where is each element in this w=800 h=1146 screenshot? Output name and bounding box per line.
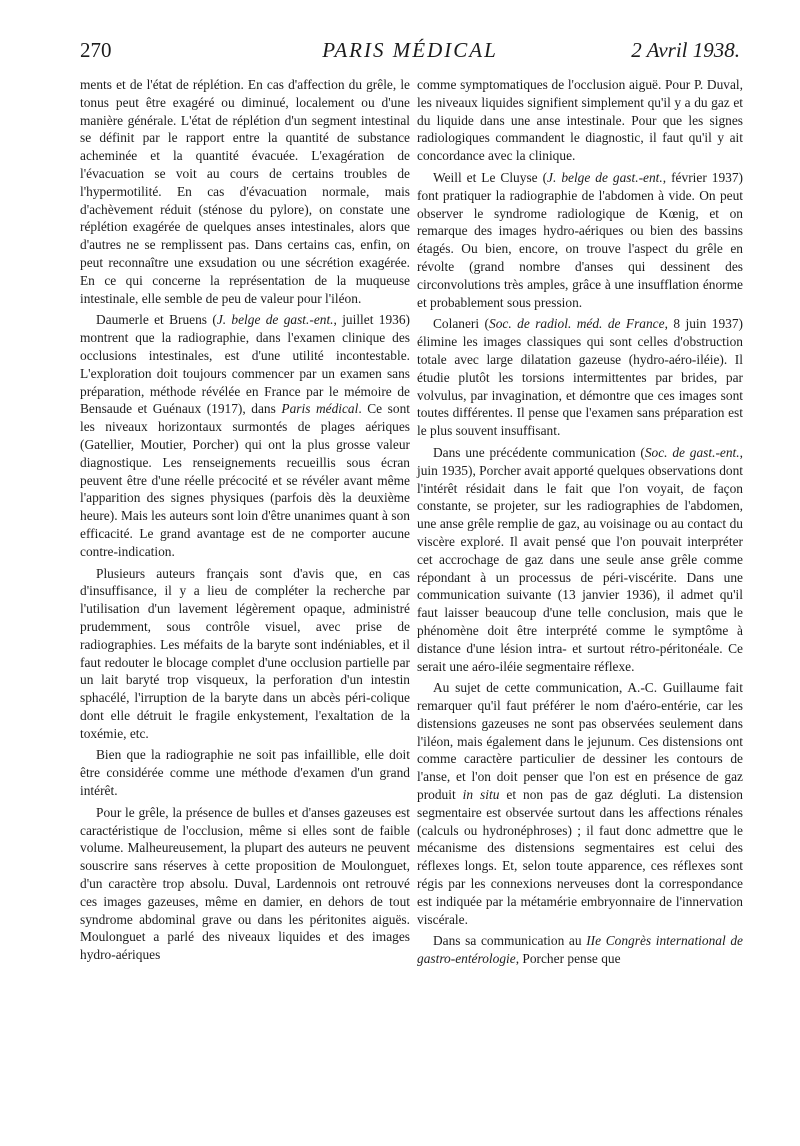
text-run: , juillet 1936) montrent que la radiographie, dans l'examen clinique des occlusions intestinales, est d'une utilité incontestable. L'exploration doit toujours commencer par un examen sans préparation, méthode révélée en France par le mémoire de Bensaude et Guénaux (1917), dans <box>80 312 410 417</box>
text-run: Dans une précédente communication ( <box>433 444 645 460</box>
paragraph <box>417 315 743 440</box>
citation: Paris médical <box>281 401 359 417</box>
text-run: , juin 1935), Porcher avait apporté quelques observations dont l'intérêt résidait dans le fait que l'on voyait, de façon constante, se projeter, sur les radiographies de l'abdomen, une anse grêle remplie de gaz, au voisinage ou au contact du viscère exploré. Il avait pensé que l'on pouvait interpréter cet accrochage de gaz dans une seule anse grêle comme répondant à un processus de péri-viscérite. Dans une communication suivante (13 janvier 1936), il admet qu'il faut laisser beaucoup d'une telle conclusion, mais que le phénomène doit être interprété comme le symptôme à distance d'une lésion intra- et surtout rétro-péritonéale. Ce serait une aéro-iléie segmentaire réflexe. <box>417 444 743 674</box>
emphasis: in situ <box>462 787 500 803</box>
citation: Soc. de radiol. méd. de France <box>489 316 665 332</box>
page-number: 270 <box>80 38 112 62</box>
text-run: . Ce sont les niveaux horizontaux surmontés de plages aériques (Gatellier, Moutier, Porcher) qui ont la plus grosse valeur diagnostique. Les renseignements recueillis sous écran peuvent être d'une réelle précocité et se révéler avant même l'apparition des signes physiques (parfois dès la deuxième heure). Mais les auteurs sont loin d'être unanimes quant à son efficacité. Le grand avantage est de ne comporter aucune contre-indication. <box>80 401 410 559</box>
paragraph: Plusieurs auteurs français sont d'avis que, en cas d'insuffisance, il y a lieu de compléter la recherche par l'utilisation d'un lavement légèrement opaque, administré prudemment, sous contrôle visuel, avec prise de radiographies. Les méfaits de la baryte sont indéniables, et il faut redouter le blocage complet d'une occlusion partielle par un lait baryté trop visqueux, la perforation d'un intestin sphacélé, l'irruption de la baryte dans un abcès péri-colique dont elle détruit le fragile enkystement, l'exaltation de la toxémie, etc. <box>80 565 410 741</box>
text-run: Colaneri ( <box>433 316 490 332</box>
text-run: Weill et Le Cluyse ( <box>433 169 548 185</box>
text-run: Au sujet de cette communication, A.-C. Guillaume fait remarquer qu'il faut préférer le nom d'aéro-entérie, car les distensions gazeuses ne sont pas observées seulement dans l'iléon, mais également dans le jejunum. Ces distensions ont comme caractère particulier de dessiner les contours de l'anse, et l'on doit penser que l'on est en présence de gaz produit <box>417 680 743 803</box>
issue-date: 2 Avril 1938. <box>631 38 740 62</box>
paragraph: Pour le grêle, la présence de bulles et d'anses gazeuses est caractéristique de l'occlusion, même si elles sont de faible volume. Malheureusement, la plupart des auteurs ne peuvent souscrire sans réserves à cette proposition de Moulonguet, d'un caractère trop absolu. Duval, Lardennois ont retrouvé ces images gazeuses, même en damier, en dehors de tout syndrome abdominal grave ou dans les péritonites aiguës. Moulonguet a parlé des niveaux liquides et des images hydro-aériques <box>80 804 410 963</box>
journal-title: PARIS MÉDICAL <box>322 38 498 62</box>
text-run: et non pas de gaz dégluti. La distension segmentaire est observée surtout dans les affections rénales (calculs ou hydronéphroses) ; il faut donc admettre que le mécanisme des distensions segmentaires est celui des réflexes longs. Et, selon toute apparence, ces réflexes sont régis par les connexions nerveuses dont la correspondance est indiquée par la métamérie embryonnaire de l'innervation viscérale. <box>417 787 743 927</box>
citation: IIe Congrès international de gastro-entérologie <box>417 933 743 967</box>
citation: J. belge de gast.-ent. <box>547 169 663 185</box>
running-head <box>80 38 740 68</box>
paragraph <box>80 311 410 560</box>
left-column <box>80 76 410 968</box>
paragraph <box>417 932 743 968</box>
paragraph <box>417 679 743 928</box>
paragraph: comme symptomatiques de l'occlusion aiguë. Pour P. Duval, les niveaux liquides signifient simplement qu'il y a du gaz et du liquide dans une anse intestinale. Pour que les signes radiologiques commandent le diagnostic, il faut qu'il y ait concordance avec la clinique. <box>417 77 743 164</box>
text-run: , 8 juin 1937) élimine les images classiques qui sont celles d'obstruction totale avec large dilatation gazeuse (hydro-aéro-iléie). Il étudie plutôt les torsions intermittentes par brides, par volvulus, par invagination, et démontre que ces images sont toutes différentes. Il pense que l'examen sans préparation est le plus souvent insuffisant. <box>417 316 744 439</box>
paragraph: Bien que la radiographie ne soit pas infaillible, elle doit être considérée comme une méthode d'examen d'un grand intérêt. <box>80 747 410 799</box>
paragraph <box>417 169 743 311</box>
text-run: Daumerle et Bruens ( <box>96 312 217 328</box>
right-column <box>417 76 743 972</box>
paragraph <box>417 444 743 675</box>
citation: J. belge de gast.-ent. <box>216 312 334 328</box>
text-run: , Porcher pense que <box>515 951 621 967</box>
citation: Soc. de gast.-ent. <box>644 444 740 460</box>
paragraph: ments et de l'état de réplétion. En cas d'affection du grêle, le tonus peut être exagéré ou diminué, localement ou d'une manière générale. L'état de réplétion d'un segment intestinal se définit par le rapport entre la quantité de substance acheminée et la quantité évacuée. L'exagération de l'évacuation se voit au cours de certains troubles de l'hypermotilité. En cas d'évacuation normale, mais d'achèvement réduit (sténose du pylore), on constate une réplétion exagérée de quelques anses intestinales, alors que d'autres ne se remplissent pas. Dans certains cas, enfin, on peut reconnaître une exsudation ou une sécrétion exagérée. En ce qui concerne la représentation de la muqueuse intestinale, elle semble de peu de valeur pour l'iléon. <box>80 77 410 306</box>
text-run: Dans sa communication au <box>433 933 587 949</box>
text-run: , février 1937) font pratiquer la radiographie de l'abdomen à vide. On peut observer le syndrome radiologique de Kœnig, et on remarque des images hydro-aériques ou bien des bassins étagés. Ou bien, encore, on trouve l'aspect du grêle en révolte (grand nombre d'anses qui dessinent des circonvolutions très amples, grâce à une insufflation énorme et probablement sous pression. <box>417 169 743 310</box>
